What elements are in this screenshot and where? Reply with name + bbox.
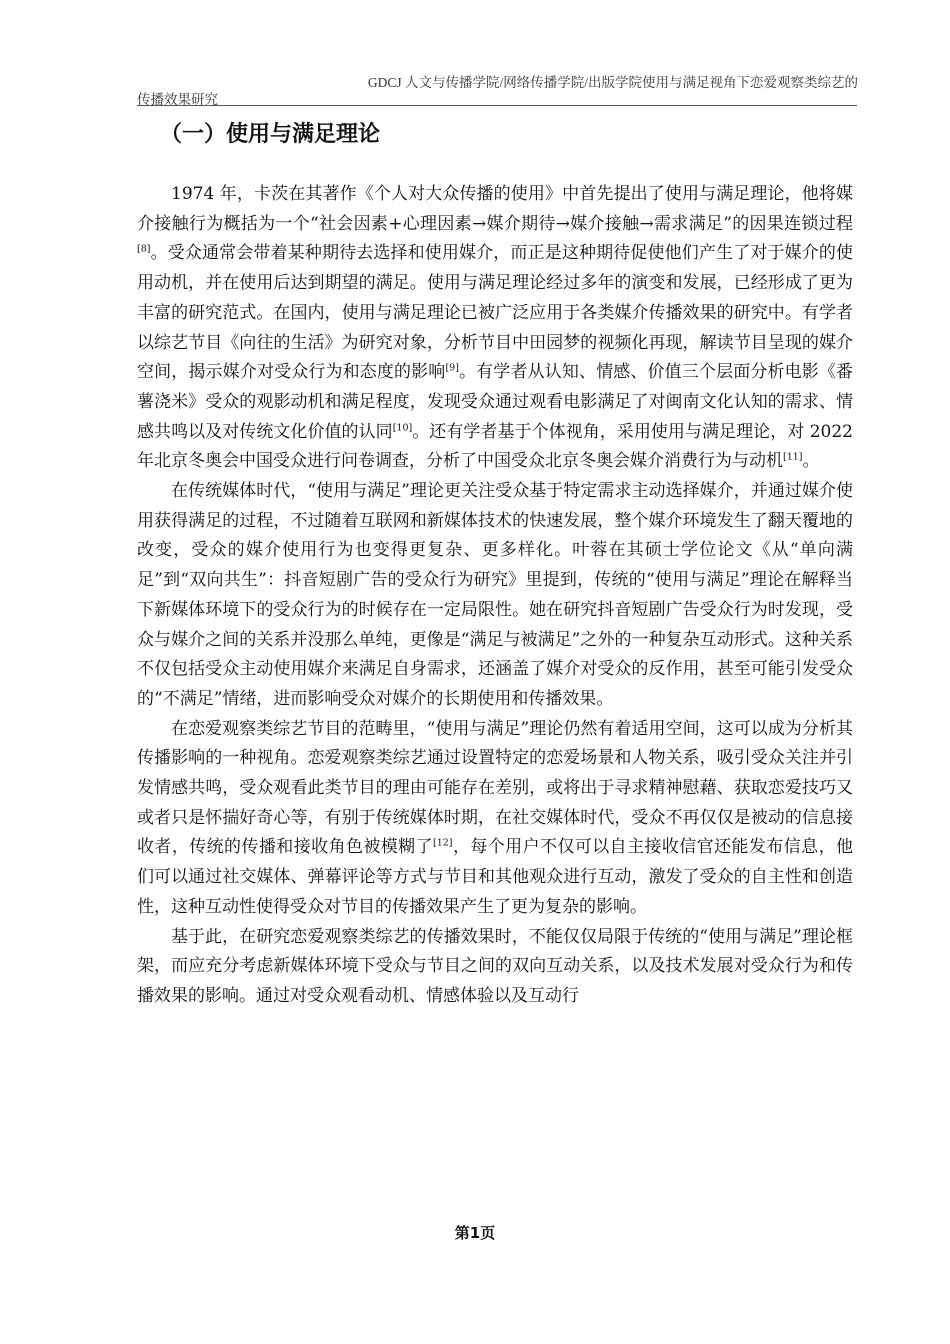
citation-marker: [9] bbox=[445, 362, 459, 374]
citation-marker: [8] bbox=[137, 243, 151, 255]
paragraph-text: 。 bbox=[802, 451, 820, 472]
body-paragraph bbox=[137, 923, 853, 1012]
paragraph-text: 在恋爱观察类综艺节目的范畴里，“使用与满足”理论仍然有着适用空间，这可以成为分析其传播影响的一种视角。恋爱观察类综艺通过设置特定的恋爱场景和人物关系，吸引受众关注并引发情感共鸣，受众观看此类节目的理由可能存在差别，或将出于寻求精神慰藉、获取恋爱技巧又或者只是怀揣好奇心等，有别于传统媒体时期，在社交媒体时代，受众不再仅仅是被动的信息接收者，传统的传播和接收角色被模糊了 bbox=[137, 718, 853, 858]
body-text bbox=[137, 180, 853, 1012]
body-paragraph bbox=[137, 477, 853, 715]
paragraph-text: 基于此，在研究恋爱观察类综艺的传播效果时，不能仅仅局限于传统的“使用与满足”理论框架，而应充分考虑新媒体环境下受众与节目之间的双向互动关系，以及技术发展对受众行为和传播效果的影响。通过对受众观看动机、情感体验以及互动行 bbox=[137, 926, 853, 1006]
section-heading: （一）使用与满足理论 bbox=[160, 122, 381, 147]
citation-marker: [12] bbox=[433, 837, 453, 849]
paragraph-text: 。还有学者基于个体视角，采用使用与满足理论，对 2022 年北京冬奥会中国受众进行问卷调查，分析了中国受众北京冬奥会媒介消费行为与动机 bbox=[137, 421, 854, 472]
citation-marker: [11] bbox=[783, 451, 803, 463]
body-paragraph bbox=[137, 715, 853, 923]
header-divider bbox=[137, 105, 857, 106]
paragraph-text: ，每个用户不仅可以自主接收信官还能发布信息，他们可以通过社交媒体、弹幕评论等方式与节目和其他观众进行互动，激发了受众的自主性和创造性，这种互动性使得受众对节目的传播效果产生了更为复杂的影响。 bbox=[137, 837, 854, 917]
paragraph-text: 。有学者从认知、情感、价值三个层面分析电影《番薯浇米》受众的观影动机和满足程度，发现受众通过观看电影满足了对闽南文化认知的需求、情感共鸣以及对传统文化价值的认同 bbox=[137, 362, 854, 442]
paragraph-text: 1974 年，卡茨在其著作《个人对大众传播的使用》中首先提出了使用与满足理论，他将媒介接触行为概括为一个“社会因素+心理因素→媒介期待→媒介接触→需求满足”的因果连锁过程 bbox=[137, 184, 853, 234]
citation-marker: [10] bbox=[392, 421, 413, 433]
running-header-line-2: 传播效果研究 bbox=[137, 92, 218, 108]
paragraph-text: 在传统媒体时代，“使用与满足”理论更关注受众基于特定需求主动选择媒介，并通过媒介使用获得满足的过程，不过随着互联网和新媒体技术的快速发展，整个媒介环境发生了翻天覆地的改变，受众的媒介使用行为也变得更复杂、更多样化。叶蓉在其硕士学位论文《从“单向满足”到“双向共生”：抖音短剧广告的受众行为研究》里提到，传统的“使用与满足”理论在解释当下新媒体环境下的受众行为的时候存在一定局限性。她在研究抖音短剧广告受众行为时发现，受众与媒介之间的关系并没那么单纯，更像是“满足与被满足”之外的一种复杂互动形式。这种关系不仅包括受众主动使用媒介来满足自身需求，还涵盖了媒介对受众的反作用，甚至可能引发受众的“不满足”情绪，进而影响受众对媒介的长期使用和传播效果。 bbox=[137, 481, 853, 709]
page-number: 第1页 bbox=[454, 1224, 496, 1242]
body-paragraph bbox=[137, 180, 853, 477]
running-header-line-1: GDCJ 人文与传播学院/网络传播学院/出版学院使用与满足视角下恋爱观察类综艺的 bbox=[367, 75, 858, 90]
paragraph-text: 。受众通常会带着某种期待去选择和使用媒介，而正是这种期待促使他们产生了对于媒介的使用动机，并在使用后达到期望的满足。使用与满足理论经过多年的演变和发展，已经形成了更为丰富的研究范式。在国内，使用与满足理论已被广泛应用于各类媒介传播效果的研究中。有学者以综艺节目《向往的生活》为研究对象，分析节目中田园梦的视频化再现，解读节目呈现的媒介空间，揭示媒介对受众行为和态度的影响 bbox=[137, 243, 853, 383]
